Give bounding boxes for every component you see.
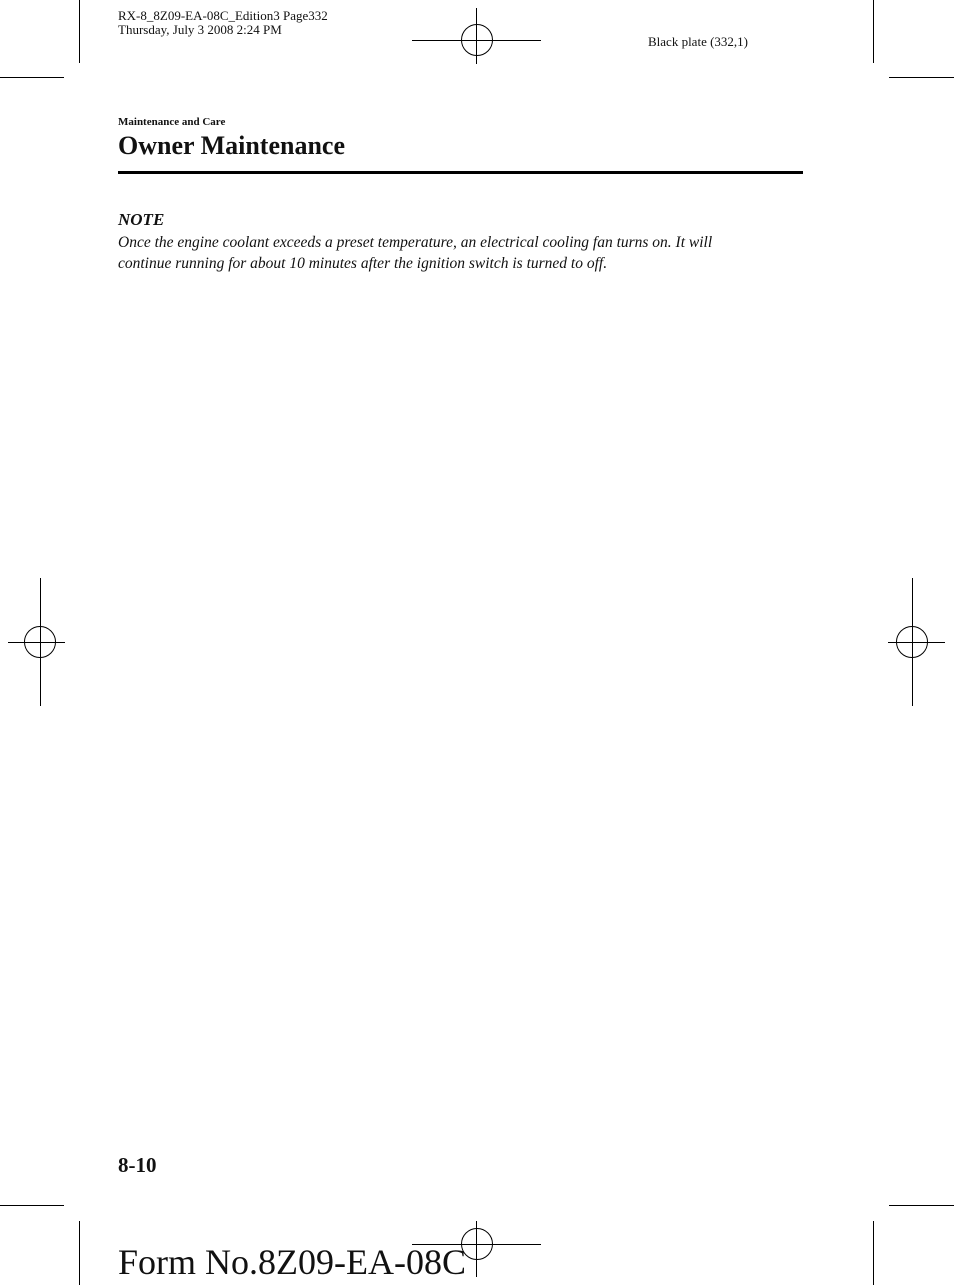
note-body xyxy=(118,232,798,274)
slug-date-line: Thursday, July 3 2008 2:24 PM xyxy=(118,22,282,37)
crop-mark-bottom-right-horizontal xyxy=(889,1205,954,1206)
crop-mark-top-left-horizontal xyxy=(0,77,64,78)
form-number: Form No.8Z09-EA-08C xyxy=(118,1242,466,1282)
crop-mark-top-right-vertical xyxy=(873,0,874,63)
crop-mark-bottom-left-horizontal xyxy=(0,1205,64,1206)
page-title: Owner Maintenance xyxy=(118,131,345,160)
note-heading: NOTE xyxy=(118,210,165,229)
crop-mark-top-right-horizontal xyxy=(889,77,954,78)
registration-mark-right-circle xyxy=(896,626,928,658)
note-body-line-2: continue running for about 10 minutes after the ignition switch is turned to off. xyxy=(118,255,608,272)
crop-mark-bottom-right-vertical xyxy=(873,1221,874,1285)
slug-job-line: RX-8_8Z09-EA-08C_Edition3 Page332 xyxy=(118,8,328,23)
crop-mark-bottom-left-vertical xyxy=(79,1221,80,1285)
page-number: 8-10 xyxy=(118,1153,157,1177)
registration-mark-top-circle xyxy=(461,24,493,56)
crop-mark-top-left-vertical xyxy=(79,0,80,63)
title-rule xyxy=(118,171,803,174)
slug-plate-info: Black plate (332,1) xyxy=(648,34,748,49)
section-label: Maintenance and Care xyxy=(118,116,226,128)
note-body-line-1: Once the engine coolant exceeds a preset temperature, an electrical cooling fan turns on. It will xyxy=(118,234,713,251)
registration-mark-left-circle xyxy=(24,626,56,658)
